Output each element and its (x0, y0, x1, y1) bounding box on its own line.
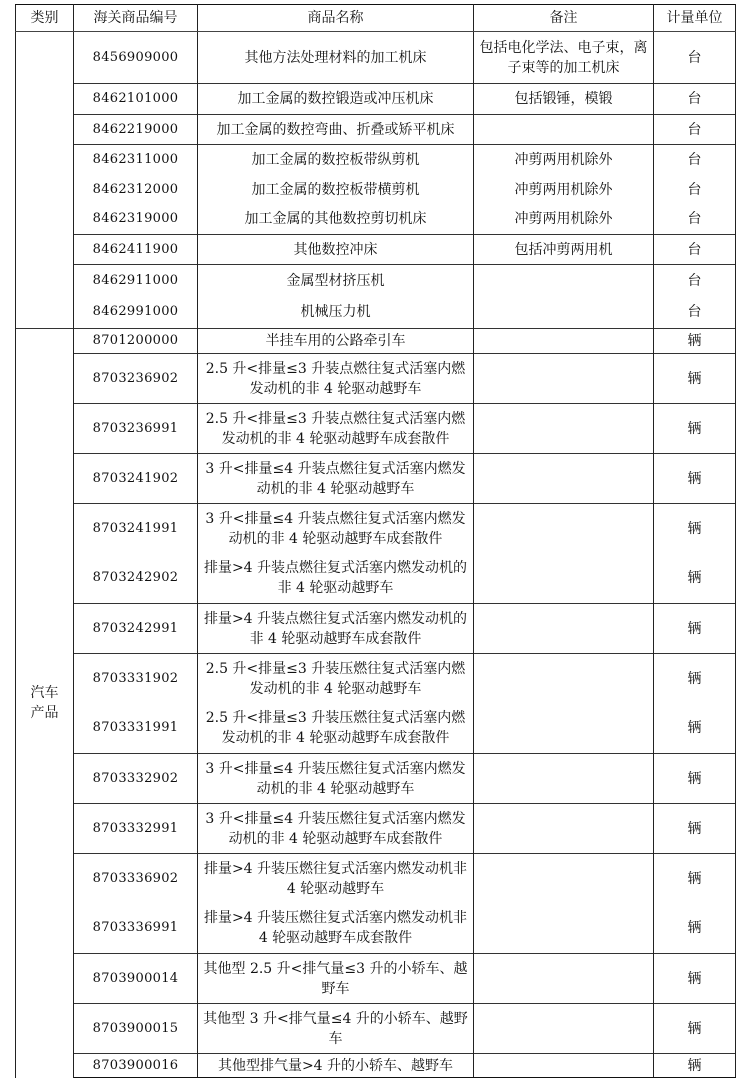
note-cell (474, 297, 654, 329)
code-cell: 8462991000 (74, 297, 198, 329)
code-cell: 8703332991 (74, 804, 198, 854)
unit-cell: 辆 (654, 329, 736, 354)
note-cell (474, 504, 654, 554)
note-cell (474, 854, 654, 904)
table-row (16, 235, 736, 265)
unit-cell: 辆 (654, 504, 736, 554)
unit-cell: 台 (654, 297, 736, 329)
unit-cell: 辆 (654, 854, 736, 904)
unit-cell: 台 (654, 32, 736, 84)
name-cell: 3 升<排量≤4 升装点燃往复式活塞内燃发动机的非 4 轮驱动越野车 (198, 454, 474, 504)
header-note: 备注 (474, 5, 654, 32)
table-row (16, 804, 736, 854)
table-row (16, 329, 736, 354)
code-cell: 8703242991 (74, 604, 198, 654)
note-cell (474, 265, 654, 297)
note-cell (474, 704, 654, 754)
note-cell: 包括电化学法、电子束，离子束等的加工机床 (474, 32, 654, 84)
table-row (16, 504, 736, 554)
unit-cell: 台 (654, 145, 736, 175)
name-cell: 机械压力机 (198, 297, 474, 329)
note-cell (474, 329, 654, 354)
table-row (16, 145, 736, 175)
unit-cell: 台 (654, 115, 736, 145)
unit-cell: 台 (654, 84, 736, 115)
note-cell (474, 904, 654, 954)
code-cell: 8462101000 (74, 84, 198, 115)
code-cell: 8462411900 (74, 235, 198, 265)
table-row (16, 265, 736, 297)
table-row (16, 654, 736, 704)
code-cell: 8703336902 (74, 854, 198, 904)
table-row (16, 704, 736, 754)
category-label: 汽车产品 (30, 685, 59, 722)
note-cell: 包括冲剪两用机 (474, 235, 654, 265)
unit-cell: 台 (654, 205, 736, 235)
name-cell: 排量>4 升装压燃往复式活塞内燃发动机非 4 轮驱动越野车 (198, 854, 474, 904)
note-cell (474, 604, 654, 654)
table-row (16, 754, 736, 804)
table-row (16, 297, 736, 329)
unit-cell: 辆 (654, 454, 736, 504)
note-cell (474, 454, 654, 504)
table-row (16, 854, 736, 904)
note-cell (474, 115, 654, 145)
table-row (16, 904, 736, 954)
code-cell: 8462312000 (74, 175, 198, 205)
note-cell: 冲剪两用机除外 (474, 175, 654, 205)
table-row (16, 354, 736, 404)
unit-cell: 辆 (654, 804, 736, 854)
name-cell: 加工金属的数控板带横剪机 (198, 175, 474, 205)
header-unit: 计量单位 (654, 5, 736, 32)
unit-cell: 辆 (654, 604, 736, 654)
note-cell (474, 754, 654, 804)
header-name: 商品名称 (198, 5, 474, 32)
code-cell: 8703900016 (74, 1054, 198, 1078)
note-cell (474, 1054, 654, 1078)
header-code: 海关商品编号 (74, 5, 198, 32)
code-cell: 8462219000 (74, 115, 198, 145)
header-category: 类别 (16, 5, 74, 32)
table-row (16, 84, 736, 115)
code-cell: 8703241902 (74, 454, 198, 504)
table-row (16, 1004, 736, 1054)
unit-cell: 辆 (654, 904, 736, 954)
note-cell (474, 954, 654, 1004)
name-cell: 加工金属的其他数控剪切机床 (198, 205, 474, 235)
name-cell: 3 升<排量≤4 升装压燃往复式活塞内燃发动机的非 4 轮驱动越野车成套散件 (198, 804, 474, 854)
code-cell: 8462319000 (74, 205, 198, 235)
table-row (16, 205, 736, 235)
name-cell: 2.5 升<排量≤3 升装压燃往复式活塞内燃发动机的非 4 轮驱动越野车成套散件 (198, 704, 474, 754)
name-cell: 加工金属的数控锻造或冲压机床 (198, 84, 474, 115)
note-cell: 包括锻锤，模锻 (474, 84, 654, 115)
code-cell: 8703236991 (74, 404, 198, 454)
unit-cell: 辆 (654, 1054, 736, 1078)
note-cell: 冲剪两用机除外 (474, 145, 654, 175)
unit-cell: 辆 (654, 1004, 736, 1054)
unit-cell: 台 (654, 175, 736, 205)
name-cell: 其他型 3 升<排气量≤4 升的小轿车、越野车 (198, 1004, 474, 1054)
name-cell: 排量>4 升装点燃往复式活塞内燃发动机的非 4 轮驱动越野车成套散件 (198, 604, 474, 654)
unit-cell: 辆 (654, 404, 736, 454)
table-body (16, 32, 736, 1078)
note-cell (474, 554, 654, 604)
category-cell-auto (16, 329, 74, 1078)
code-cell: 8701200000 (74, 329, 198, 354)
note-cell (474, 804, 654, 854)
name-cell: 2.5 升<排量≤3 升装点燃往复式活塞内燃发动机的非 4 轮驱动越野车成套散件 (198, 404, 474, 454)
code-cell: 8703241991 (74, 504, 198, 554)
name-cell: 其他型 2.5 升<排气量≤3 升的小轿车、越野车 (198, 954, 474, 1004)
code-cell: 8703236902 (74, 354, 198, 404)
name-cell: 2.5 升<排量≤3 升装压燃往复式活塞内燃发动机的非 4 轮驱动越野车 (198, 654, 474, 704)
name-cell: 加工金属的数控板带纵剪机 (198, 145, 474, 175)
name-cell: 金属型材挤压机 (198, 265, 474, 297)
name-cell: 加工金属的数控弯曲、折叠或矫平机床 (198, 115, 474, 145)
note-cell (474, 354, 654, 404)
name-cell: 半挂车用的公路牵引车 (198, 329, 474, 354)
code-cell: 8462911000 (74, 265, 198, 297)
unit-cell: 辆 (654, 354, 736, 404)
customs-table (15, 4, 736, 1078)
table-row (16, 954, 736, 1004)
note-cell (474, 404, 654, 454)
code-cell: 8703242902 (74, 554, 198, 604)
note-cell: 冲剪两用机除外 (474, 205, 654, 235)
name-cell: 2.5 升<排量≤3 升装点燃往复式活塞内燃发动机的非 4 轮驱动越野车 (198, 354, 474, 404)
table-row (16, 32, 736, 84)
unit-cell: 台 (654, 265, 736, 297)
code-cell: 8462311000 (74, 145, 198, 175)
code-cell: 8703336991 (74, 904, 198, 954)
name-cell: 排量>4 升装压燃往复式活塞内燃发动机非 4 轮驱动越野车成套散件 (198, 904, 474, 954)
category-cell-empty (16, 32, 74, 329)
table-row (16, 175, 736, 205)
table-row (16, 404, 736, 454)
unit-cell: 台 (654, 235, 736, 265)
table-row (16, 454, 736, 504)
unit-cell: 辆 (654, 704, 736, 754)
code-cell: 8703331902 (74, 654, 198, 704)
unit-cell: 辆 (654, 654, 736, 704)
table-row (16, 1054, 736, 1078)
table-header-row (16, 5, 736, 32)
code-cell: 8703332902 (74, 754, 198, 804)
name-cell: 其他型排气量>4 升的小轿车、越野车 (198, 1054, 474, 1078)
unit-cell: 辆 (654, 554, 736, 604)
unit-cell: 辆 (654, 954, 736, 1004)
name-cell: 排量>4 升装点燃往复式活塞内燃发动机的非 4 轮驱动越野车 (198, 554, 474, 604)
code-cell: 8456909000 (74, 32, 198, 84)
unit-cell: 辆 (654, 754, 736, 804)
code-cell: 8703900014 (74, 954, 198, 1004)
code-cell: 8703331991 (74, 704, 198, 754)
name-cell: 其他方法处理材料的加工机床 (198, 32, 474, 84)
name-cell: 其他数控冲床 (198, 235, 474, 265)
name-cell: 3 升<排量≤4 升装压燃往复式活塞内燃发动机的非 4 轮驱动越野车 (198, 754, 474, 804)
code-cell: 8703900015 (74, 1004, 198, 1054)
table-row (16, 604, 736, 654)
note-cell (474, 654, 654, 704)
table-row (16, 554, 736, 604)
note-cell (474, 1004, 654, 1054)
table-row (16, 115, 736, 145)
name-cell: 3 升<排量≤4 升装点燃往复式活塞内燃发动机的非 4 轮驱动越野车成套散件 (198, 504, 474, 554)
